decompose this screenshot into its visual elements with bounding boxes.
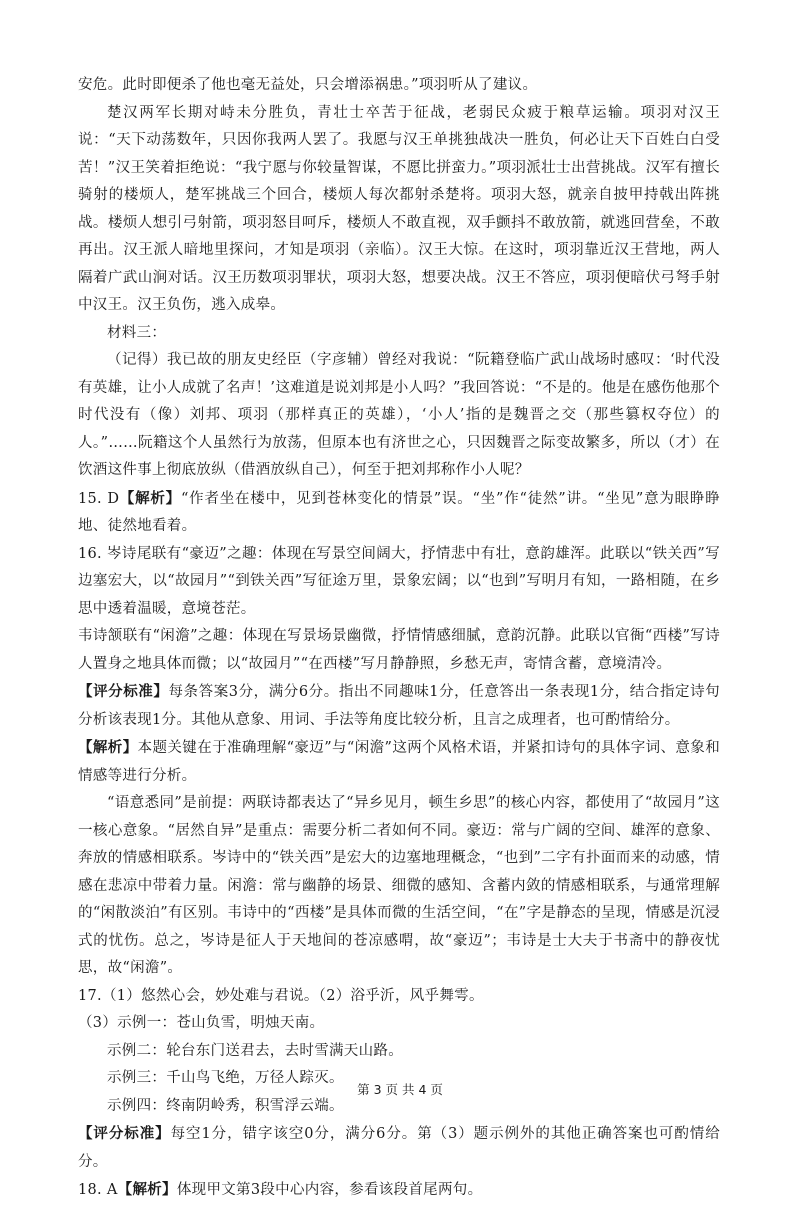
answer-16-cen-shen: 16. 岑诗尾联有“豪迈”之趣：体现在写景空间阔大，抒情悲中有壮，意韵雄浑。此联以“铁关西”写边塞宏大，以“故园月”“到铁关西”写征途万里，景象宏阔；以“也到”写明月有知，一路相随，在乡思中透着温暖，意境苍茫。 [78, 545, 720, 617]
answer-17-example-3: 示例三：千山鸟飞绝，万径人踪灭。 [107, 1070, 344, 1086]
analysis-text: 本题关键在于准确理解“豪迈”与“闲澹”这两个风格术语，并紧扣诗句的具体字词、意象和情感等进行分析。 [78, 740, 721, 784]
analysis-tag: 【解析】 [78, 739, 138, 756]
document-page [78, 72, 720, 1205]
answer-16-detail: “语意悉同”是前提：两联诗都表达了“异乡见月，顿生乡思”的核心内容，都使用了“故园月”这一核心意象。“居然自异”是重点：需要分析二者如何不同。豪迈：常与广阔的空间、雄浑的意象、奔放的情感相联系。岑诗中的“铁关西”是宏大的边塞地理概念，“也到”二字有扑面而来的动感，情感在悲凉中带着力量。闲澹：常与幽静的场景、细微的感知、含蓄内敛的情感相联系，与通常理解的“闲散淡泊”有区别。韦诗中的“西楼”是具体而微的生活空间，“在”字是静态的呈现，情感是沉浸式的忧伤。总之，岑诗是征人于天地间的苍凉感喟，故“豪迈”；韦诗是士大夫于书斋中的静夜忧思，故“闲澹”。 [78, 795, 720, 976]
answer-16-scoring [78, 678, 720, 734]
answer-17-example-1: （3）示例一：苍山负雪，明烛天南。 [78, 1015, 325, 1031]
answer-15 [78, 485, 720, 541]
answer-17-example-4: 示例四：终南阴岭秀，积雪浮云端。 [107, 1097, 344, 1114]
answer-16-analysis [78, 734, 720, 790]
analysis-tag: 【解析】 [117, 1181, 177, 1198]
answer-18 [78, 1176, 720, 1205]
answer-17-example-2: 示例二：轮台东门送君去，去时雪满天山路。 [107, 1042, 403, 1059]
answer-18-text: 体现甲文第3段中心内容，参看该段首尾两句。 [176, 1182, 483, 1198]
answer-17-scoring [78, 1120, 720, 1176]
answer-15-number: 15. D [78, 490, 120, 507]
paragraph-end-of-story: 安危。此时即便杀了他也毫无益处，只会增添祸患。”项羽听从了建议。 [78, 77, 538, 93]
answer-18-number: 18. A [78, 1182, 118, 1198]
page-footer: 第 3 页 共 4 页 [357, 1082, 443, 1097]
paragraph-chu-han-standoff: 楚汉两军长期对峙未分胜负，青壮士卒苦于征战，老弱民众疲于粮草运输。项羽对汉王说：“天下动荡数年，只因你我两人罢了。我愿与汉王单挑独战决一胜负，何必让天下百姓白白受苦！”汉王笑着拒绝说：“我宁愿与你较量智谋，不愿比拼蛮力。”项羽派壮士出营挑战。汉军有擅长骑射的楼烦人，楚军挑战三个回合，楼烦人每次都射杀楚将。项羽大怒，就亲自披甲持戟出阵挑战。楼烦人想引弓射箭，项羽怒目呵斥，楼烦人不敢直视，双手颤抖不敢放箭，就逃回营垒，不敢再出。汉王派人暗地里探问，才知是项羽（亲临）。汉王大惊。在这时，项羽靠近汉王营地，两人隔着广武山涧对话。汉王历数项羽罪状，项羽大怒，想要决战。汉王不答应，项羽便暗伏弓弩手射中汉王。汉王负伤，逃入成皋。 [78, 104, 720, 313]
answer-16-wei-yingwu: 韦诗颔联有“闲澹”之趣：体现在写景场景幽微，抒情情感细腻，意韵沉静。此联以官衙“西楼”写诗人置身之地具体而微；以“故园月”“在西楼”写月静静照，乡愁无声，寄情含蓄，意境清冷。 [78, 628, 720, 672]
scoring-text: 每条答案3分，满分6分。指出不同趣味1分，任意答出一条表现1分，结合指定诗句分析该表现1分。其他从意象、用词、手法等角度比较分析，且言之成理者，也可酌情给分。 [78, 684, 720, 728]
scoring-tag: 【评分标准】 [78, 683, 169, 700]
scoring-tag: 【评分标准】 [78, 1125, 171, 1142]
material-three-heading: 材料三： [107, 324, 167, 341]
answer-17-part1-2: 17.（1）悠然心会，妙处难与君说。（2）浴乎沂，风乎舞雩。 [78, 987, 484, 1004]
scoring-text: 每空1分，错字该空0分，满分6分。第（3）题示例外的其他正确答案也可酌情给分。 [78, 1126, 720, 1170]
answer-15-text: “作者坐在楼中，见到苍林变化的情景”误。“坐”作“徒然”讲。“坐见”意为眼睁睁地、徒然地看着。 [78, 490, 721, 534]
paragraph-material-three: （记得）我已故的朋友史经臣（字彦辅）曾经对我说：“阮籍登临广武山战场时感叹：‘时代没有英雄，让小人成就了名声！’这难道是说刘邦是小人吗？”我回答说：“不是的。他是在感伤他那个时代没有（像）刘邦、项羽（那样真正的英雄），‘小人’指的是魏晋之交（那些篡权夺位）的人。”……阮籍这个人虽然行为放荡，但原本也有济世之心，只因魏晋之际变故繁多，所以（才）在饮酒这件事上彻底放纵（借酒放纵自己），何至于把刘邦称作小人呢？ [78, 352, 720, 478]
analysis-tag: 【解析】 [119, 489, 181, 507]
